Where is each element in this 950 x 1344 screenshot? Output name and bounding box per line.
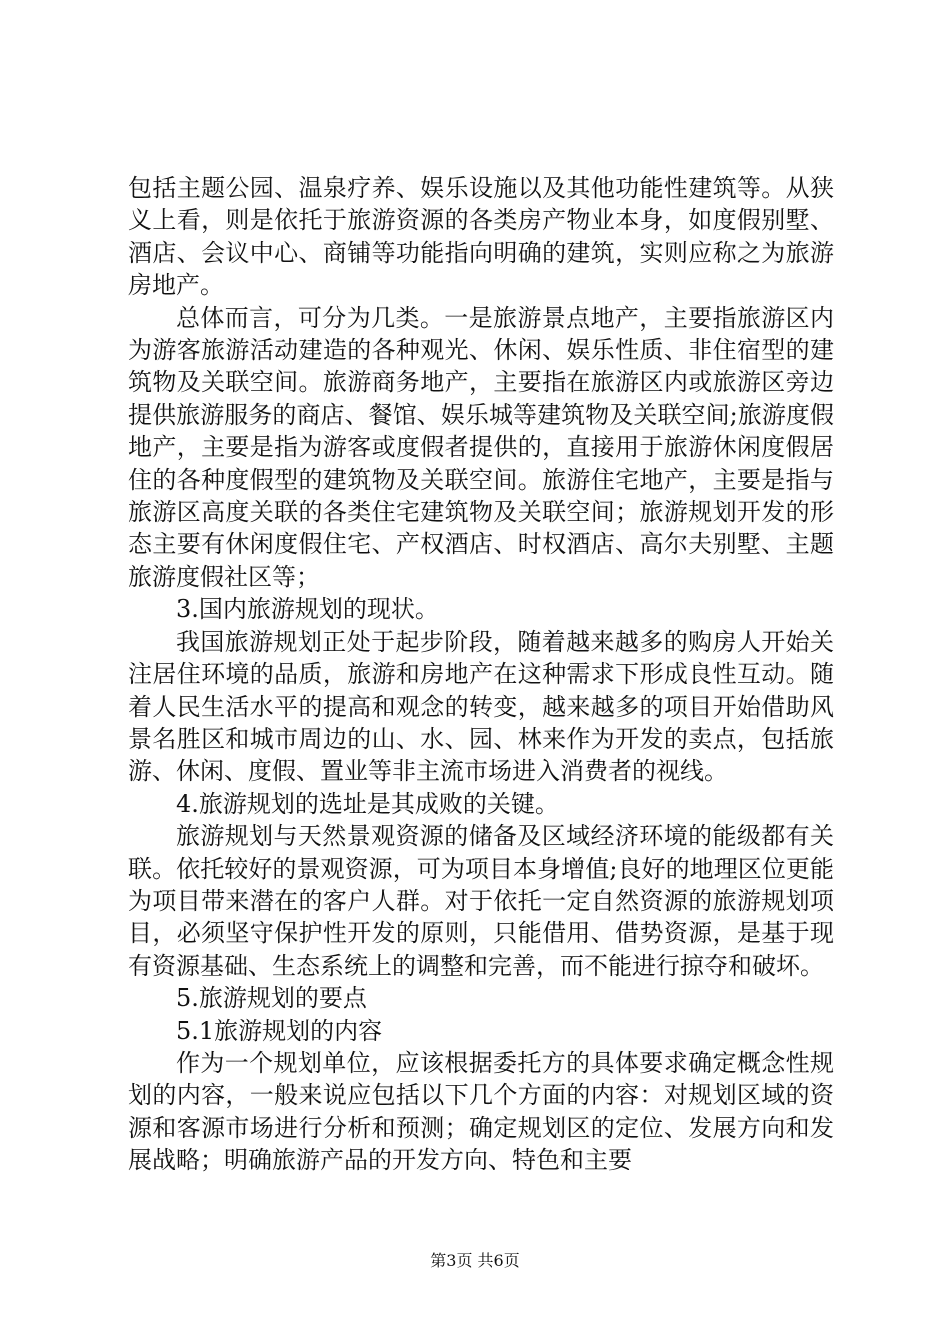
paragraph-continuation: 包括主题公园、温泉疗养、娱乐设施以及其他功能性建筑等。从狭义上看，则是依托于旅游资源的各类房产物业本身，如度假别墅、酒店、会议中心、商铺等功能指向明确的建筑，实则应称之为旅游房地产。 — [128, 174, 834, 300]
page-footer: 第3页 共6页 — [430, 1251, 520, 1270]
paragraph-site-selection: 旅游规划与天然景观资源的储备及区域经济环境的能级都有关联。依托较好的景观资源，可为项目本身增值;良好的地理区位更能为项目带来潜在的客户人群。对于依托一定自然资源的旅游规划项目，必须坚守保护性开发的原则，只能借用、借势资源，是基于现有资源基础、生态系统上的调整和完善，而不能进行掠夺和破坏。 — [128, 822, 834, 980]
section-heading-5: 5.旅游规划的要点 — [176, 984, 367, 1013]
paragraph-planning-content: 作为一个规划单位，应该根据委托方的具体要求确定概念性规划的内容，一般来说应包括以下几个方面的内容：对规划区域的资源和客源市场进行分析和预测；确定规划区的定位、发展方向和发展战略；明确旅游产品的开发方向、特色和主要 — [128, 1048, 834, 1175]
paragraph-tourism-categories: 总体而言，可分为几类。一是旅游景点地产，主要指旅游区内为游客旅游活动建造的各种观光、休闲、娱乐性质、非住宿型的建筑物及关联空间。旅游商务地产，主要指在旅游区内或旅游区旁边提供旅游服务的商店、餐馆、娱乐城等建筑物及关联空间;旅游度假地产，主要是指为游客或度假者提供的，直接用于旅游休闲度假居住的各种度假型的建筑物及关联空间。旅游住宅地产，主要是指与旅游区高度关联的各类住宅建筑物及关联空间；旅游规划开发的形态主要有休闲度假住宅、产权酒店、时权酒店、高尔夫别墅、主题旅游度假社区等； — [128, 303, 834, 591]
section-heading-3: 3.国内旅游规划的现状。 — [176, 595, 439, 624]
paragraph-domestic-status: 我国旅游规划正处于起步阶段，随着越来越多的购房人开始关注居住环境的品质，旅游和房地产在这种需求下形成良性互动。随着人民生活水平的提高和观念的转变，越来越多的项目开始借助风景名胜区和城市周边的山、水、园、林来作为开发的卖点，包括旅游、休闲、度假、置业等非主流市场进入消费者的视线。 — [128, 627, 834, 786]
section-heading-5-1: 5.1旅游规划的内容 — [176, 1016, 383, 1045]
section-heading-4: 4.旅游规划的选址是其成败的关键。 — [176, 789, 559, 818]
document-body — [128, 172, 834, 1177]
